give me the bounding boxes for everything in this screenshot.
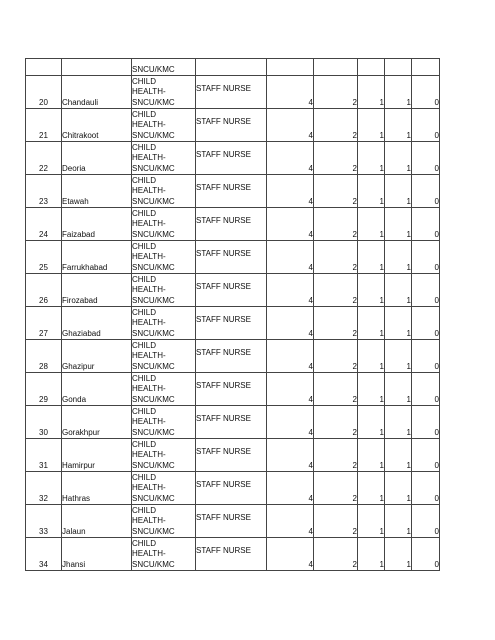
program-lines xyxy=(132,473,195,504)
program-line: CHILD xyxy=(132,209,157,219)
table-row xyxy=(26,538,440,571)
cell-value-5: 0 xyxy=(412,109,440,142)
program-line: HEALTH- xyxy=(132,285,166,295)
cell-sn: 32 xyxy=(26,472,62,505)
cell-value-1: 4 xyxy=(267,340,314,373)
program-lines xyxy=(132,440,195,471)
program-line: HEALTH- xyxy=(132,483,166,493)
program-line: HEALTH- xyxy=(132,153,166,163)
cell-value-2: 2 xyxy=(314,472,358,505)
program-lines xyxy=(132,176,195,207)
cell-sn: 24 xyxy=(26,208,62,241)
post-name: STAFF NURSE xyxy=(196,149,251,159)
cell-program xyxy=(132,142,196,175)
cell-value-4 xyxy=(385,59,412,76)
post-name: STAFF NURSE xyxy=(196,413,251,423)
cell-sn: 21 xyxy=(26,109,62,142)
cell-district: Gonda xyxy=(62,373,132,406)
post-name: STAFF NURSE xyxy=(196,83,251,93)
cell-program xyxy=(132,109,196,142)
cell-value-3: 1 xyxy=(358,307,385,340)
cell-post xyxy=(196,373,267,406)
cell-value-5: 0 xyxy=(412,208,440,241)
cell-value-4: 1 xyxy=(385,175,412,208)
cell-value-5: 0 xyxy=(412,76,440,109)
cell-value-2: 2 xyxy=(314,109,358,142)
cell-sn: 23 xyxy=(26,175,62,208)
cell-value-3: 1 xyxy=(358,340,385,373)
cell-sn: 26 xyxy=(26,274,62,307)
cell-value-5: 0 xyxy=(412,472,440,505)
program-line: SNCU/KMC xyxy=(132,295,175,305)
post-name: STAFF NURSE xyxy=(196,512,251,522)
cell-district: Ghazipur xyxy=(62,340,132,373)
post-name: STAFF NURSE xyxy=(196,314,251,324)
table-row xyxy=(26,307,440,340)
cell-value-1: 4 xyxy=(267,175,314,208)
cell-program xyxy=(132,538,196,571)
cell-value-3: 1 xyxy=(358,109,385,142)
program-line: SNCU/KMC xyxy=(132,229,175,239)
program-line: SNCU/KMC xyxy=(132,196,175,206)
cell-value-1: 4 xyxy=(267,406,314,439)
program-line: CHILD xyxy=(132,407,157,417)
cell-value-4: 1 xyxy=(385,340,412,373)
program-lines xyxy=(132,506,195,537)
cell-program xyxy=(132,175,196,208)
cell-value-4: 1 xyxy=(385,505,412,538)
program-line: HEALTH- xyxy=(132,417,166,427)
cell-post xyxy=(196,175,267,208)
cell-district: Firozabad xyxy=(62,274,132,307)
program-line: CHILD xyxy=(132,440,157,450)
staff-table xyxy=(25,58,440,571)
cell-district: Ghaziabad xyxy=(62,307,132,340)
program-line: CHILD xyxy=(132,176,157,186)
cell-district: Deoria xyxy=(62,142,132,175)
post-name: STAFF NURSE xyxy=(196,281,251,291)
cell-value-5: 0 xyxy=(412,175,440,208)
program-lines xyxy=(132,539,195,570)
cell-value-5 xyxy=(412,59,440,76)
cell-program xyxy=(132,472,196,505)
table-row xyxy=(26,439,440,472)
cell-value-1 xyxy=(267,59,314,76)
cell-post xyxy=(196,208,267,241)
cell-program xyxy=(132,340,196,373)
cell-sn: 28 xyxy=(26,340,62,373)
cell-value-1: 4 xyxy=(267,208,314,241)
cell-value-1: 4 xyxy=(267,142,314,175)
program-line: CHILD xyxy=(132,341,157,351)
program-line: SNCU/KMC xyxy=(132,427,175,437)
program-line: CHILD xyxy=(132,308,157,318)
cell-sn xyxy=(26,59,62,76)
table-row-continued xyxy=(26,59,440,76)
program-line: CHILD xyxy=(132,506,157,516)
cell-district: Gorakhpur xyxy=(62,406,132,439)
cell-value-4: 1 xyxy=(385,406,412,439)
cell-value-5: 0 xyxy=(412,406,440,439)
cell-value-3: 1 xyxy=(358,505,385,538)
cell-district: Jhansi xyxy=(62,538,132,571)
cell-sn: 30 xyxy=(26,406,62,439)
cell-sn: 31 xyxy=(26,439,62,472)
cell-post xyxy=(196,340,267,373)
cell-value-1: 4 xyxy=(267,439,314,472)
cell-sn: 33 xyxy=(26,505,62,538)
cell-sn: 22 xyxy=(26,142,62,175)
cell-value-3: 1 xyxy=(358,142,385,175)
program-line: SNCU/KMC xyxy=(132,526,175,536)
cell-value-4: 1 xyxy=(385,307,412,340)
cell-value-1: 4 xyxy=(267,373,314,406)
cell-post xyxy=(196,439,267,472)
cell-value-3: 1 xyxy=(358,241,385,274)
cell-value-5: 0 xyxy=(412,274,440,307)
program-lines xyxy=(132,407,195,438)
cell-value-4: 1 xyxy=(385,208,412,241)
program-lines xyxy=(132,77,195,108)
program-line: SNCU/KMC xyxy=(132,493,175,503)
cell-value-4: 1 xyxy=(385,373,412,406)
cell-district: Etawah xyxy=(62,175,132,208)
cell-value-1: 4 xyxy=(267,109,314,142)
program-line: HEALTH- xyxy=(132,252,166,262)
program-lines xyxy=(132,143,195,174)
cell-value-1: 4 xyxy=(267,472,314,505)
cell-value-1: 4 xyxy=(267,307,314,340)
cell-program xyxy=(132,406,196,439)
table-row xyxy=(26,274,440,307)
table-row xyxy=(26,142,440,175)
program-line: HEALTH- xyxy=(132,186,166,196)
post-name: STAFF NURSE xyxy=(196,248,251,258)
program-line: HEALTH- xyxy=(132,384,166,394)
cell-value-1: 4 xyxy=(267,274,314,307)
program-lines xyxy=(132,374,195,405)
cell-value-4: 1 xyxy=(385,538,412,571)
program-line: SNCU/KMC xyxy=(132,559,175,569)
cell-post xyxy=(196,307,267,340)
program-line: HEALTH- xyxy=(132,516,166,526)
cell-value-2: 2 xyxy=(314,538,358,571)
table-row xyxy=(26,241,440,274)
table-row xyxy=(26,109,440,142)
cell-value-3: 1 xyxy=(358,274,385,307)
program-line: SNCU/KMC xyxy=(132,97,175,107)
cell-post xyxy=(196,505,267,538)
cell-value-5: 0 xyxy=(412,505,440,538)
post-name: STAFF NURSE xyxy=(196,182,251,192)
table-row xyxy=(26,175,440,208)
program-line: HEALTH- xyxy=(132,450,166,460)
program-line: HEALTH- xyxy=(132,549,166,559)
cell-program xyxy=(132,274,196,307)
cell-value-2: 2 xyxy=(314,439,358,472)
cell-post xyxy=(196,406,267,439)
cell-value-4: 1 xyxy=(385,472,412,505)
cell-post xyxy=(196,142,267,175)
cell-program xyxy=(132,307,196,340)
cell-sn: 27 xyxy=(26,307,62,340)
cell-value-3 xyxy=(358,59,385,76)
cell-post xyxy=(196,538,267,571)
program-lines xyxy=(132,341,195,372)
program-line: HEALTH- xyxy=(132,120,166,130)
cell-value-1: 4 xyxy=(267,76,314,109)
cell-value-4: 1 xyxy=(385,109,412,142)
program-line: CHILD xyxy=(132,539,157,549)
program-line: SNCU/KMC xyxy=(132,361,175,371)
cell-value-2: 2 xyxy=(314,406,358,439)
cell-value-1: 4 xyxy=(267,505,314,538)
cell-value-3: 1 xyxy=(358,406,385,439)
cell-value-5: 0 xyxy=(412,307,440,340)
cell-value-2: 2 xyxy=(314,340,358,373)
cell-district xyxy=(62,59,132,76)
post-name: STAFF NURSE xyxy=(196,479,251,489)
program-lines xyxy=(132,209,195,240)
cell-value-3: 1 xyxy=(358,175,385,208)
cell-value-4: 1 xyxy=(385,142,412,175)
cell-value-3: 1 xyxy=(358,538,385,571)
cell-district: Faizabad xyxy=(62,208,132,241)
cell-value-4: 1 xyxy=(385,274,412,307)
cell-value-4: 1 xyxy=(385,76,412,109)
cell-value-2: 2 xyxy=(314,505,358,538)
table-row xyxy=(26,472,440,505)
program-line: CHILD xyxy=(132,473,157,483)
cell-post xyxy=(196,59,267,76)
cell-sn: 25 xyxy=(26,241,62,274)
cell-value-2 xyxy=(314,59,358,76)
cell-program xyxy=(132,241,196,274)
cell-sn: 29 xyxy=(26,373,62,406)
cell-value-4: 1 xyxy=(385,241,412,274)
cell-value-3: 1 xyxy=(358,76,385,109)
program-line: CHILD xyxy=(132,77,157,87)
cell-value-2: 2 xyxy=(314,307,358,340)
post-name: STAFF NURSE xyxy=(196,446,251,456)
cell-post xyxy=(196,241,267,274)
cell-value-1: 4 xyxy=(267,241,314,274)
cell-value-3: 1 xyxy=(358,208,385,241)
post-name: STAFF NURSE xyxy=(196,215,251,225)
cell-value-2: 2 xyxy=(314,76,358,109)
program-lines xyxy=(132,275,195,306)
cell-district: Farrukhabad xyxy=(62,241,132,274)
cell-value-3: 1 xyxy=(358,472,385,505)
cell-value-3: 1 xyxy=(358,373,385,406)
cell-program xyxy=(132,505,196,538)
cell-value-2: 2 xyxy=(314,274,358,307)
program-line: SNCU/KMC xyxy=(132,328,175,338)
table-row xyxy=(26,505,440,538)
cell-program xyxy=(132,59,196,76)
program-line: HEALTH- xyxy=(132,219,166,229)
cell-post xyxy=(196,76,267,109)
cell-program xyxy=(132,373,196,406)
cell-value-5: 0 xyxy=(412,340,440,373)
cell-program xyxy=(132,439,196,472)
program-line: CHILD xyxy=(132,242,157,252)
program-lines xyxy=(132,308,195,339)
program-line: HEALTH- xyxy=(132,318,166,328)
cell-value-2: 2 xyxy=(314,142,358,175)
program-line: CHILD xyxy=(132,143,157,153)
cell-value-2: 2 xyxy=(314,175,358,208)
cell-value-5: 0 xyxy=(412,241,440,274)
program-line: CHILD xyxy=(132,275,157,285)
program-line: HEALTH- xyxy=(132,87,166,97)
cell-district: Hathras xyxy=(62,472,132,505)
table-row xyxy=(26,208,440,241)
program-line: SNCU/KMC xyxy=(132,163,175,173)
cell-post xyxy=(196,109,267,142)
cell-program xyxy=(132,208,196,241)
program-lines xyxy=(132,110,195,141)
program-line: SNCU/KMC xyxy=(132,262,175,272)
cell-value-2: 2 xyxy=(314,241,358,274)
post-name: STAFF NURSE xyxy=(196,380,251,390)
post-name: STAFF NURSE xyxy=(196,347,251,357)
program-line: HEALTH- xyxy=(132,351,166,361)
cell-post xyxy=(196,472,267,505)
program-line: CHILD xyxy=(132,374,157,384)
post-name: STAFF NURSE xyxy=(196,545,251,555)
cell-district: Jalaun xyxy=(62,505,132,538)
cell-district: Chandauli xyxy=(62,76,132,109)
table-row xyxy=(26,76,440,109)
program-line: SNCU/KMC xyxy=(132,460,175,470)
post-name: STAFF NURSE xyxy=(196,116,251,126)
staff-table-body xyxy=(26,59,440,571)
cell-value-5: 0 xyxy=(412,142,440,175)
cell-post xyxy=(196,274,267,307)
table-row xyxy=(26,406,440,439)
program-line: SNCU/KMC xyxy=(132,394,175,404)
program-line: SNCU/KMC xyxy=(132,130,175,140)
program-lines xyxy=(132,242,195,273)
table-row xyxy=(26,340,440,373)
cell-program xyxy=(132,76,196,109)
cell-district: Hamirpur xyxy=(62,439,132,472)
cell-value-2: 2 xyxy=(314,373,358,406)
cell-value-5: 0 xyxy=(412,538,440,571)
cell-district: Chitrakoot xyxy=(62,109,132,142)
cell-value-4: 1 xyxy=(385,439,412,472)
cell-value-1: 4 xyxy=(267,538,314,571)
program-tail: SNCU/KMC xyxy=(132,64,175,74)
cell-value-5: 0 xyxy=(412,439,440,472)
cell-value-2: 2 xyxy=(314,208,358,241)
cell-value-3: 1 xyxy=(358,439,385,472)
cell-value-5: 0 xyxy=(412,373,440,406)
cell-sn: 20 xyxy=(26,76,62,109)
program-line: CHILD xyxy=(132,110,157,120)
table-row xyxy=(26,373,440,406)
cell-sn: 34 xyxy=(26,538,62,571)
